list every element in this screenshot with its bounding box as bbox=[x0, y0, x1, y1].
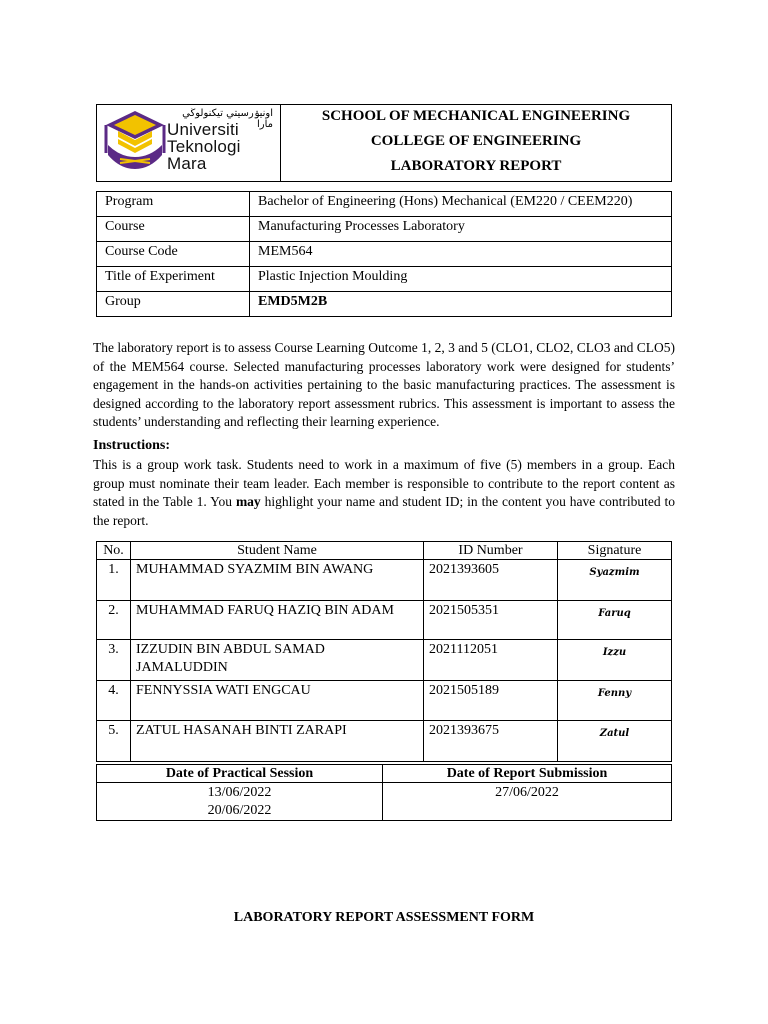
member-signature: Faruq bbox=[558, 601, 672, 640]
report-header bbox=[96, 104, 672, 182]
crest-icon bbox=[104, 109, 166, 171]
member-signature: Zatul bbox=[558, 721, 672, 762]
practical-date-1: 13/06/2022 bbox=[207, 785, 272, 800]
info-label: Program bbox=[97, 192, 250, 217]
logo-jawi-text: اونيۏرسيتي تيكنولوڬي مارا bbox=[182, 108, 273, 130]
info-row bbox=[97, 217, 672, 242]
info-row bbox=[97, 242, 672, 267]
emphasis-may: may bbox=[235, 494, 261, 509]
info-value: Plastic Injection Moulding bbox=[250, 267, 672, 292]
info-label: Group bbox=[97, 292, 250, 317]
member-no: 3. bbox=[97, 640, 131, 681]
college-name: COLLEGE OF ENGINEERING bbox=[370, 133, 582, 149]
table-row bbox=[97, 601, 672, 640]
member-id: 2021393675 bbox=[424, 721, 558, 762]
logo-cell bbox=[97, 105, 281, 182]
school-name: SCHOOL OF MECHANICAL ENGINEERING bbox=[321, 108, 631, 124]
info-value: Bachelor of Engineering (Hons) Mechanical (EM220 / CEEM220) bbox=[250, 192, 672, 217]
logo-wordmark: Universiti Teknologi Mara bbox=[167, 120, 241, 173]
info-row bbox=[97, 192, 672, 217]
member-name: MUHAMMAD FARUQ HAZIQ BIN ADAM bbox=[131, 601, 424, 640]
assessment-form-title: LABORATORY REPORT ASSESSMENT FORM bbox=[233, 910, 535, 925]
info-value: EMD5M2B bbox=[250, 292, 672, 317]
member-id: 2021393605 bbox=[424, 560, 558, 601]
col-header-name: Student Name bbox=[131, 542, 424, 560]
member-no: 1. bbox=[97, 560, 131, 601]
practical-date-2: 20/06/2022 bbox=[207, 803, 272, 818]
report-type: LABORATORY REPORT bbox=[390, 158, 562, 174]
member-name: IZZUDIN BIN ABDUL SAMAD JAMALUDDIN bbox=[131, 640, 424, 681]
member-signature: Syazmim bbox=[558, 560, 672, 601]
member-name: FENNYSSIA WATI ENGCAU bbox=[131, 681, 424, 721]
info-value: MEM564 bbox=[250, 242, 672, 267]
table-row bbox=[97, 560, 672, 601]
col-header-id: ID Number bbox=[424, 542, 558, 560]
practical-date-header: Date of Practical Session bbox=[97, 765, 383, 783]
submission-date: 27/06/2022 bbox=[383, 783, 672, 821]
members-table bbox=[96, 541, 672, 762]
member-name: MUHAMMAD SYAZMIM BIN AWANG bbox=[131, 560, 424, 601]
member-no: 5. bbox=[97, 721, 131, 762]
course-info-table bbox=[96, 191, 672, 317]
info-row bbox=[97, 292, 672, 317]
practical-dates bbox=[97, 783, 383, 821]
info-label: Course bbox=[97, 217, 250, 242]
dates-row bbox=[97, 783, 672, 821]
header-titles bbox=[281, 105, 672, 182]
member-no: 2. bbox=[97, 601, 131, 640]
instructions-heading: Instructions: bbox=[93, 438, 171, 453]
uitm-logo bbox=[97, 105, 280, 176]
submission-date-header: Date of Report Submission bbox=[383, 765, 672, 783]
member-signature: Izzu bbox=[558, 640, 672, 681]
member-id: 2021505351 bbox=[424, 601, 558, 640]
member-id: 2021112051 bbox=[424, 640, 558, 681]
col-header-signature: Signature bbox=[558, 542, 672, 560]
table-row bbox=[97, 681, 672, 721]
member-id: 2021505189 bbox=[424, 681, 558, 721]
info-label: Course Code bbox=[97, 242, 250, 267]
col-header-no: No. bbox=[97, 542, 131, 560]
member-signature: Fenny bbox=[558, 681, 672, 721]
info-value: Manufacturing Processes Laboratory bbox=[250, 217, 672, 242]
info-label: Title of Experiment bbox=[97, 267, 250, 292]
instructions-paragraph: This is a group work task. Students need to work in a maximum of five (5) members in a group. Each group must nominate their team leader. Each member is responsible to contribute to the report content as stated in the Table 1. You may highlight your name and student ID; in the content you have contributed to the report. bbox=[93, 457, 675, 528]
members-header-row bbox=[97, 542, 672, 560]
member-name: ZATUL HASANAH BINTI ZARAPI bbox=[131, 721, 424, 762]
member-no: 4. bbox=[97, 681, 131, 721]
dates-header-row bbox=[97, 765, 672, 783]
info-row bbox=[97, 267, 672, 292]
table-row bbox=[97, 640, 672, 681]
intro-paragraph: The laboratory report is to assess Course Learning Outcome 1, 2, 3 and 5 (CLO1, CLO2, CLO3 and CLO5) of the MEM564 course. Selected manufacturing processes laboratory work were designed for students’ engagement in the hands-on activities pertaining to the basic manufacturing practices. The assessment is designed according to the laboratory report assessment rubrics. This assessment is important to assess the students’ understanding and reflecting their learning experience. bbox=[93, 340, 675, 429]
table-row bbox=[97, 721, 672, 762]
dates-table bbox=[96, 764, 672, 821]
